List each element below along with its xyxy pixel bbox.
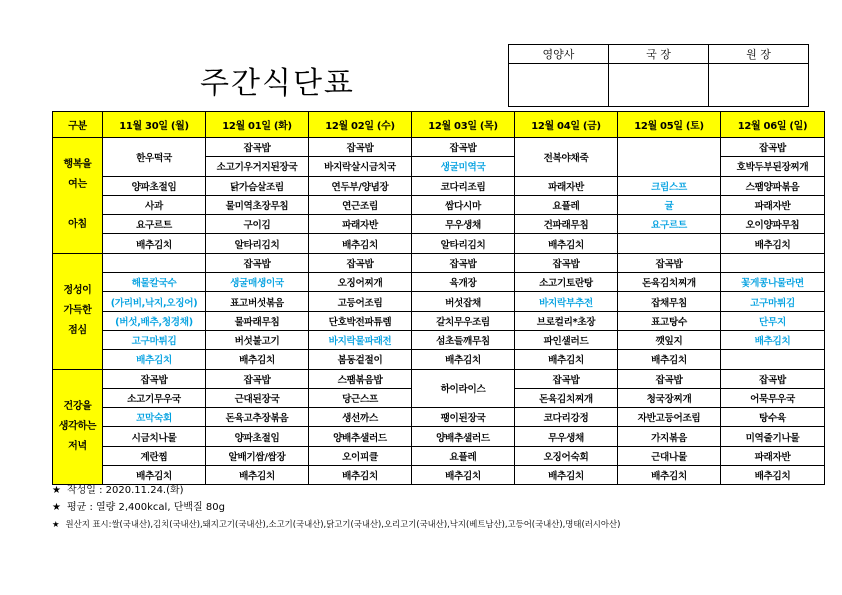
- menu-cell: 양배추샐러드: [309, 427, 412, 446]
- menu-cell: 잡곡밥: [618, 253, 721, 272]
- category-line: 가득한: [63, 305, 92, 317]
- menu-cell: 잡곡밥: [103, 369, 206, 388]
- menu-cell: 잡곡밥: [618, 369, 721, 388]
- approval-director-sign[interactable]: [609, 64, 709, 107]
- dinner-row: [53, 408, 825, 427]
- menu-cell: 잡곡밥: [412, 138, 515, 157]
- menu-cell: 고구마튀김: [103, 330, 206, 349]
- menu-cell: 배추김치: [721, 234, 825, 253]
- menu-cell: 알타리김치: [206, 234, 309, 253]
- menu-cell: 표고버섯볶음: [206, 292, 309, 311]
- lunch-row: [53, 350, 825, 369]
- category-line: 저녁: [68, 440, 87, 452]
- menu-cell: 배추김치: [103, 234, 206, 253]
- category-line: 건강을: [63, 400, 92, 412]
- menu-cell: 배추김치: [412, 466, 515, 485]
- breakfast-row: [53, 176, 825, 195]
- menu-cell: (가리비,낙지,오징어): [103, 292, 206, 311]
- menu-cell: 가지볶음: [618, 427, 721, 446]
- menu-cell: 꽃게콩나물라면: [721, 273, 825, 292]
- menu-cell: 잡곡밥: [515, 253, 618, 272]
- menu-cell: 파래자반: [721, 446, 825, 465]
- menu-cell: 고구마튀김: [721, 292, 825, 311]
- menu-cell: 소고기우거지된장국: [206, 157, 309, 176]
- menu-cell: [618, 138, 721, 177]
- menu-cell: 바지락물파래전: [309, 330, 412, 349]
- menu-cell: 육개장: [412, 273, 515, 292]
- menu-cell: 잡곡밥: [309, 138, 412, 157]
- menu-cell: 연두부/양념장: [309, 176, 412, 195]
- menu-cell: [721, 253, 825, 272]
- page-title: 주간식단표: [200, 66, 355, 101]
- menu-cell: 오이피클: [309, 446, 412, 465]
- menu-cell: 배추김치: [618, 466, 721, 485]
- menu-cell: 단호박전파튜렘: [309, 311, 412, 330]
- breakfast-row: [53, 234, 825, 253]
- menu-cell: 건파래무침: [515, 215, 618, 234]
- menu-cell: 요플레: [412, 446, 515, 465]
- menu-cell: 연근조림: [309, 195, 412, 214]
- menu-cell: 당근스프: [309, 388, 412, 407]
- menu-cell: 양파초절임: [206, 427, 309, 446]
- menu-table: [52, 111, 825, 485]
- menu-cell: 생굴미역국: [412, 157, 515, 176]
- menu-cell: 해물칼국수: [103, 273, 206, 292]
- approval-nutritionist-label: 영양사: [509, 45, 609, 64]
- menu-cell: 스팸볶음밥: [309, 369, 412, 388]
- menu-cell: 배추김치: [412, 350, 515, 369]
- note-average: ★ 평균 : 열량 2,400kcal, 단백질 80g: [52, 502, 225, 513]
- menu-cell: 무우생채: [412, 215, 515, 234]
- menu-cell: 어묵무우국: [721, 388, 825, 407]
- menu-cell: 잡곡밥: [206, 138, 309, 157]
- menu-cell: 물미역초장무침: [206, 195, 309, 214]
- menu-cell: 배추김치: [721, 466, 825, 485]
- menu-cell: 잡곡밥: [309, 253, 412, 272]
- menu-cell: 표고탕수: [618, 311, 721, 330]
- menu-cell: 돈육김치찌개: [515, 388, 618, 407]
- dinner-category: [53, 369, 103, 485]
- lunch-row: [53, 330, 825, 349]
- menu-cell: 크림스프: [618, 176, 721, 195]
- menu-cell: 자반고등어조림: [618, 408, 721, 427]
- menu-cell: 잡곡밥: [412, 253, 515, 272]
- menu-cell: 양배추샐러드: [412, 427, 515, 446]
- menu-cell: 생굴매생이국: [206, 273, 309, 292]
- menu-cell: 파인샐러드: [515, 330, 618, 349]
- menu-cell: 잡채무침: [618, 292, 721, 311]
- menu-cell: 배추김치: [103, 350, 206, 369]
- lunch-row: [53, 311, 825, 330]
- breakfast-row: [53, 138, 825, 157]
- menu-cell: 꼬막숙회: [103, 408, 206, 427]
- menu-cell: 생선까스: [309, 408, 412, 427]
- menu-cell: (버섯,배추,청경채): [103, 311, 206, 330]
- approval-box: [508, 44, 809, 107]
- menu-cell: 시금치나물: [103, 427, 206, 446]
- dinner-row: [53, 369, 825, 388]
- menu-cell: 파래자반: [309, 215, 412, 234]
- menu-cell: 오징어숙회: [515, 446, 618, 465]
- dinner-row: [53, 427, 825, 446]
- menu-cell: 요구르트: [103, 215, 206, 234]
- category-line: 여는: [68, 179, 87, 191]
- menu-cell: 고등어조림: [309, 292, 412, 311]
- note-origin: ★ 원산지 표시:쌀(국내산),김치(국내산),돼지고기(국내산),소고기(국내산),닭고기(국내산),오리고기(국내산),낙지(베트남산),고등어(국내산),명태(러시아산): [52, 519, 621, 529]
- menu-cell: 단무지: [721, 311, 825, 330]
- menu-cell: 갈치무우조림: [412, 311, 515, 330]
- day-header: 11월 30일 (월): [103, 112, 206, 138]
- category-line: 행복을: [63, 159, 92, 171]
- menu-cell: 요플레: [515, 195, 618, 214]
- menu-cell: 잡곡밥: [206, 253, 309, 272]
- menu-cell: 근대된장국: [206, 388, 309, 407]
- menu-cell: 양파초절임: [103, 176, 206, 195]
- approval-head-sign[interactable]: [709, 64, 809, 107]
- menu-cell: 코다리강정: [515, 408, 618, 427]
- star-icon: ★: [52, 485, 61, 496]
- menu-cell: 오징어찌개: [309, 273, 412, 292]
- day-header: 12월 04일 (금): [515, 112, 618, 138]
- menu-cell: 계란찜: [103, 446, 206, 465]
- breakfast-row: [53, 195, 825, 214]
- dinner-row: [53, 446, 825, 465]
- menu-cell: 소고기토란탕: [515, 273, 618, 292]
- day-header: 12월 03일 (목): [412, 112, 515, 138]
- menu-cell: 잡곡밥: [206, 369, 309, 388]
- menu-cell: 깻잎지: [618, 330, 721, 349]
- menu-cell: [103, 253, 206, 272]
- approval-nutritionist-sign[interactable]: [509, 64, 609, 107]
- menu-cell: 닭가슴살조림: [206, 176, 309, 195]
- menu-cell: 귤: [618, 195, 721, 214]
- breakfast-row: [53, 215, 825, 234]
- lunch-row: [53, 253, 825, 272]
- menu-cell: 스팸양파볶음: [721, 176, 825, 195]
- menu-cell: 배추김치: [309, 466, 412, 485]
- menu-cell: 하이라이스: [412, 369, 515, 408]
- menu-cell: 무우생채: [515, 427, 618, 446]
- menu-cell: [618, 234, 721, 253]
- menu-cell: 배추김치: [721, 330, 825, 349]
- menu-cell: 버섯불고기: [206, 330, 309, 349]
- menu-cell: 근대나물: [618, 446, 721, 465]
- lunch-row: [53, 292, 825, 311]
- menu-cell: 파래자반: [721, 195, 825, 214]
- star-icon: ★: [52, 502, 61, 513]
- menu-cell: 버섯잡채: [412, 292, 515, 311]
- lunch-row: [53, 273, 825, 292]
- menu-cell: 팽이된장국: [412, 408, 515, 427]
- menu-cell: 쌈다시마: [412, 195, 515, 214]
- menu-cell: 배추김치: [515, 350, 618, 369]
- category-header: 구분: [53, 112, 103, 138]
- day-header: 12월 02일 (수): [309, 112, 412, 138]
- menu-cell: 배추김치: [515, 466, 618, 485]
- menu-cell: 배추김치: [103, 466, 206, 485]
- menu-cell: 섬초들깨무침: [412, 330, 515, 349]
- menu-cell: 배추김치: [206, 350, 309, 369]
- menu-cell: 봄동겉절이: [309, 350, 412, 369]
- menu-cell: 잡곡밥: [721, 138, 825, 157]
- approval-director-label: 국 장: [609, 45, 709, 64]
- category-line: 아침: [68, 219, 87, 231]
- menu-cell: 잡곡밥: [721, 369, 825, 388]
- menu-cell: 배추김치: [309, 234, 412, 253]
- menu-cell: 돈육고추장볶음: [206, 408, 309, 427]
- menu-cell: 물파래무침: [206, 311, 309, 330]
- menu-cell: 알타리김치: [412, 234, 515, 253]
- menu-cell: 알배기쌈/쌈장: [206, 446, 309, 465]
- menu-cell: 한우떡국: [103, 138, 206, 177]
- breakfast-category: [53, 138, 103, 254]
- menu-cell: 바지락살시금치국: [309, 157, 412, 176]
- menu-cell: 브로컬리*초장: [515, 311, 618, 330]
- menu-cell: 오이양파무침: [721, 215, 825, 234]
- menu-cell: 호박두부된장찌개: [721, 157, 825, 176]
- note-written-date: ★ 작성일 : 2020.11.24.(화): [52, 485, 184, 496]
- menu-cell: 배추김치: [206, 466, 309, 485]
- header-row: [53, 112, 825, 138]
- category-line: 점심: [68, 325, 87, 337]
- menu-cell: 구이김: [206, 215, 309, 234]
- category-line: 정성이: [63, 285, 92, 297]
- day-header: 12월 01일 (화): [206, 112, 309, 138]
- menu-cell: 요구르트: [618, 215, 721, 234]
- menu-cell: 바지락부추전: [515, 292, 618, 311]
- menu-cell: 사과: [103, 195, 206, 214]
- day-header: 12월 06일 (일): [721, 112, 825, 138]
- menu-cell: 전복야채죽: [515, 138, 618, 177]
- menu-cell: 미역줄기나물: [721, 427, 825, 446]
- menu-cell: [721, 350, 825, 369]
- approval-head-label: 원 장: [709, 45, 809, 64]
- menu-cell: 배추김치: [618, 350, 721, 369]
- day-header: 12월 05일 (토): [618, 112, 721, 138]
- menu-cell: 코다리조림: [412, 176, 515, 195]
- menu-cell: 청국장찌개: [618, 388, 721, 407]
- star-icon: ★: [52, 519, 60, 529]
- menu-cell: 소고기무우국: [103, 388, 206, 407]
- menu-cell: 파래자반: [515, 176, 618, 195]
- notes: [52, 482, 620, 533]
- category-line: 생각하는: [58, 420, 97, 432]
- menu-cell: 잡곡밥: [515, 369, 618, 388]
- lunch-category: [53, 253, 103, 369]
- menu-cell: 배추김치: [515, 234, 618, 253]
- category-line: [53, 195, 102, 215]
- menu-cell: 탕수육: [721, 408, 825, 427]
- menu-cell: 돈육김치찌개: [618, 273, 721, 292]
